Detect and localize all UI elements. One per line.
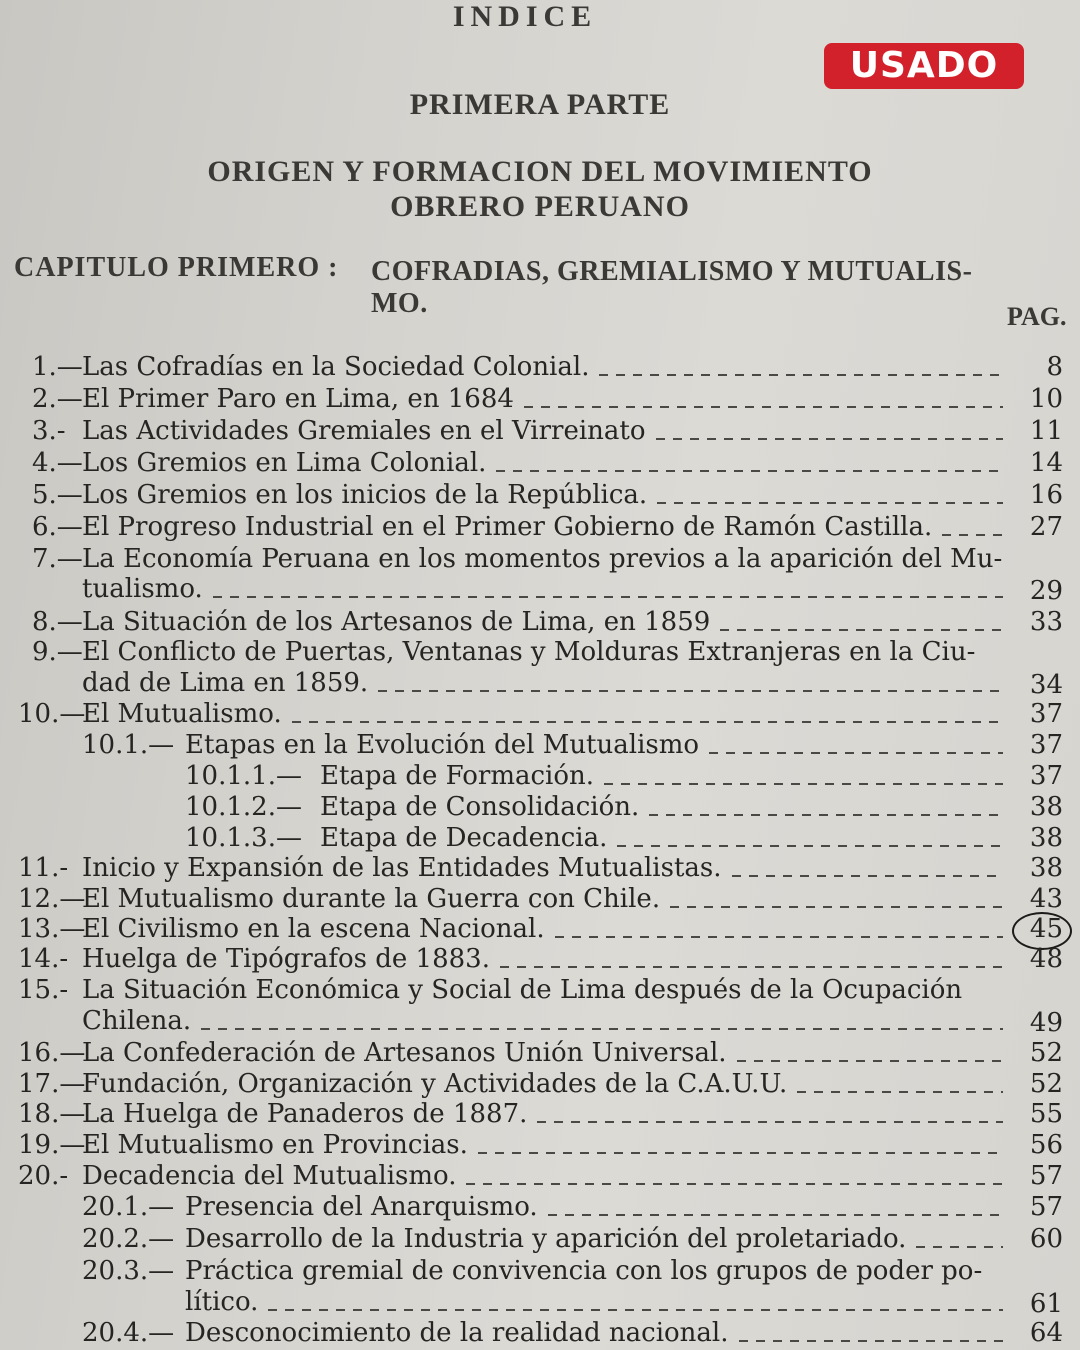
toc-entry-number: 16.—: [18, 1038, 86, 1068]
toc-entry-page: 14: [1029, 448, 1063, 478]
dot-leader: [496, 470, 1003, 472]
toc-entry-page: 8: [1046, 352, 1063, 382]
toc-entry-number: 11.-: [18, 853, 69, 883]
index-title: [0, 0, 1080, 34]
toc-entry-number: 2.—: [32, 384, 83, 414]
section-title-line2-text: OBRERO PERUANO: [390, 190, 690, 223]
toc-entry-number: 13.—: [18, 914, 86, 944]
chapter-title: [371, 256, 1021, 320]
toc-entry-page: 57: [1029, 1161, 1063, 1191]
toc-entry-title-continued: tualismo.: [82, 574, 203, 604]
toc-entry-title: El Mutualismo.: [82, 699, 282, 729]
toc-entry-page: 11: [1029, 416, 1063, 446]
toc-entry-number: 20.-: [18, 1161, 69, 1191]
toc-entry-page: 27: [1029, 512, 1063, 542]
dot-leader: [378, 690, 1003, 692]
toc-entry-number: 19.—: [18, 1130, 86, 1160]
toc-entry-title: Etapa de Consolidación.: [320, 792, 640, 822]
toc-entry-title: Las Cofradías en la Sociedad Colonial.: [82, 352, 590, 382]
dot-leader: [268, 1309, 1003, 1311]
toc-entry-page: 38: [1029, 853, 1063, 883]
chapter-title-line1: COFRADIAS, GREMIALISMO Y MUTUALIS-: [371, 256, 973, 287]
toc-entry-title: Los Gremios en los inicios de la República.: [82, 480, 648, 510]
toc-entry-page: 49: [1029, 1008, 1063, 1038]
page-column-label: PAG.: [1007, 302, 1067, 331]
toc-entry-title-continued: dad de Lima en 1859.: [82, 668, 369, 698]
toc-entry-title: El Progreso Industrial en el Primer Gobierno de Ramón Castilla.: [82, 512, 933, 542]
dot-leader: [942, 534, 1003, 536]
toc-entry-number: 8.—: [32, 607, 83, 637]
chapter-label: CAPITULO PRIMERO :: [14, 252, 339, 283]
dot-leader: [604, 783, 1003, 785]
part-title: [0, 88, 1080, 122]
dot-leader: [720, 629, 1003, 631]
toc-entry-title: Fundación, Organización y Actividades de la C.A.U.U.: [82, 1069, 788, 1099]
dot-leader: [524, 406, 1003, 408]
toc-entry-number: 18.—: [18, 1099, 86, 1129]
toc-entry-title: Etapas en la Evolución del Mutualismo: [185, 730, 700, 760]
toc-entry-title: El Mutualismo en Provincias.: [82, 1130, 468, 1160]
toc-entry-page: 43: [1029, 884, 1063, 914]
toc-entry-title: Huelga de Tipógrafos de 1883.: [82, 944, 490, 974]
toc-entry-page: 34: [1029, 670, 1063, 700]
toc-entry-number: 4.—: [32, 448, 83, 478]
toc-entry-title: Los Gremios en Lima Colonial.: [82, 448, 487, 478]
toc-entry-page: 57: [1029, 1192, 1063, 1222]
toc-entry-number: 9.—: [32, 637, 83, 667]
dot-leader: [500, 966, 1003, 968]
toc-entry-number: 10.1.1.—: [185, 761, 302, 791]
dot-leader: [649, 814, 1003, 816]
toc-entry-number: 10.1.3.—: [185, 823, 302, 853]
toc-entry-page: 33: [1029, 607, 1063, 637]
toc-entry-title: Desarrollo de la Industria y aparición del proletariado.: [185, 1224, 907, 1254]
dot-leader: [737, 1060, 1003, 1062]
dot-leader: [916, 1246, 1003, 1248]
dot-leader: [657, 502, 1003, 504]
toc-entry-title: El Civilismo en la escena Nacional.: [82, 914, 545, 944]
part-title-text: PRIMERA PARTE: [409, 88, 671, 121]
toc-entry-number: 15.-: [18, 975, 69, 1005]
toc-entry-number: 10.—: [18, 699, 86, 729]
dot-leader: [466, 1183, 1003, 1185]
toc-entry-title: Las Actividades Gremiales en el Virreinato: [82, 416, 646, 446]
toc-entry-title: La Huelga de Panaderos de 1887.: [82, 1099, 528, 1129]
toc-entry-number: 20.4.—: [82, 1318, 175, 1348]
toc-entry-number: 14.-: [18, 944, 69, 974]
toc-entry-page: 56: [1029, 1130, 1063, 1160]
toc-entry-page: 48: [1029, 944, 1063, 974]
toc-entry-number: 20.3.—: [82, 1256, 175, 1286]
section-title-line1-text: ORIGEN Y FORMACION DEL MOVIMIENTO: [207, 155, 873, 188]
toc-entry-title: Etapa de Formación.: [320, 761, 595, 791]
toc-entry-number: 20.1.—: [82, 1192, 175, 1222]
toc-entry-page: 60: [1029, 1224, 1063, 1254]
toc-entry-page: 52: [1029, 1038, 1063, 1068]
dot-leader: [201, 1028, 1003, 1030]
toc-entry-title: El Conflicto de Puertas, Ventanas y Molduras Extranjeras en la Ciu-: [82, 637, 976, 667]
dot-leader: [617, 845, 1003, 847]
toc-entry-page: 29: [1029, 576, 1063, 606]
toc-entry-page: 37: [1029, 761, 1063, 791]
toc-entry-number: 12.—: [18, 884, 86, 914]
dot-leader: [656, 438, 1003, 440]
toc-entry-number: 5.—: [32, 480, 83, 510]
dot-leader: [292, 721, 1003, 723]
toc-entry-title: Decadencia del Mutualismo.: [82, 1161, 457, 1191]
toc-entry-page: 64: [1029, 1318, 1063, 1348]
toc-entry-number: 10.1.—: [82, 730, 175, 760]
toc-entry-title: La Situación de los Artesanos de Lima, en 1859: [82, 607, 711, 637]
toc-entry-title-continued: Chilena.: [82, 1006, 192, 1036]
toc-entry-title-continued: lítico.: [185, 1287, 259, 1317]
toc-entry-page: 37: [1029, 730, 1063, 760]
usado-badge: USADO: [824, 43, 1024, 89]
toc-entry-title: Inicio y Expansión de las Entidades Mutualistas.: [82, 853, 722, 883]
toc-entry-title: La Situación Económica y Social de Lima después de la Ocupación: [82, 975, 963, 1005]
dot-leader: [599, 374, 1003, 376]
toc-entry-title: El Primer Paro en Lima, en 1684: [82, 384, 514, 414]
dot-leader: [739, 1340, 1003, 1342]
toc-entry-page: 52: [1029, 1069, 1063, 1099]
toc-entry-page: 10: [1029, 384, 1063, 414]
dot-leader: [670, 906, 1003, 908]
toc-entry-page: 37: [1029, 699, 1063, 729]
toc-entry-title: Desconocimiento de la realidad nacional.: [185, 1318, 729, 1348]
toc-entry-title: La Economía Peruana en los momentos previos a la aparición del Mu-: [82, 544, 1003, 574]
toc-entry-number: 10.1.2.—: [185, 792, 302, 822]
toc-entry-number: 7.—: [32, 544, 83, 574]
dot-leader: [555, 936, 1003, 938]
toc-entry-title: Etapa de Decadencia.: [320, 823, 608, 853]
dot-leader: [478, 1152, 1003, 1154]
toc-entry-page: 38: [1029, 823, 1063, 853]
toc-entry-page: 45: [1029, 914, 1063, 944]
toc-entry-number: 6.—: [32, 512, 83, 542]
toc-entry-page: 61: [1029, 1289, 1063, 1319]
toc-entry-page: 55: [1029, 1099, 1063, 1129]
toc-entry-number: 1.—: [32, 352, 83, 382]
dot-leader: [548, 1214, 1003, 1216]
toc-entry-title: La Confederación de Artesanos Unión Universal.: [82, 1038, 727, 1068]
index-title-text: INDICE: [452, 0, 598, 33]
section-title-line1: [0, 155, 1080, 189]
dot-leader: [797, 1091, 1003, 1093]
toc-entry-number: 20.2.—: [82, 1224, 175, 1254]
toc-entry-title: Práctica gremial de convivencia con los grupos de poder po-: [185, 1256, 983, 1286]
section-title-line2: [0, 190, 1080, 224]
dot-leader: [537, 1121, 1003, 1123]
toc-entry-number: 3.-: [32, 416, 66, 446]
toc-entry-title: Presencia del Anarquismo.: [185, 1192, 538, 1222]
toc-entry-title: El Mutualismo durante la Guerra con Chile.: [82, 884, 661, 914]
toc-entry-page: 38: [1029, 792, 1063, 822]
toc-entry-number: 17.—: [18, 1069, 86, 1099]
dot-leader: [709, 752, 1003, 754]
dot-leader: [732, 875, 1003, 877]
chapter-title-line2: MO.: [371, 288, 428, 319]
toc-entry-page: 16: [1029, 480, 1063, 510]
dot-leader: [213, 596, 1003, 598]
